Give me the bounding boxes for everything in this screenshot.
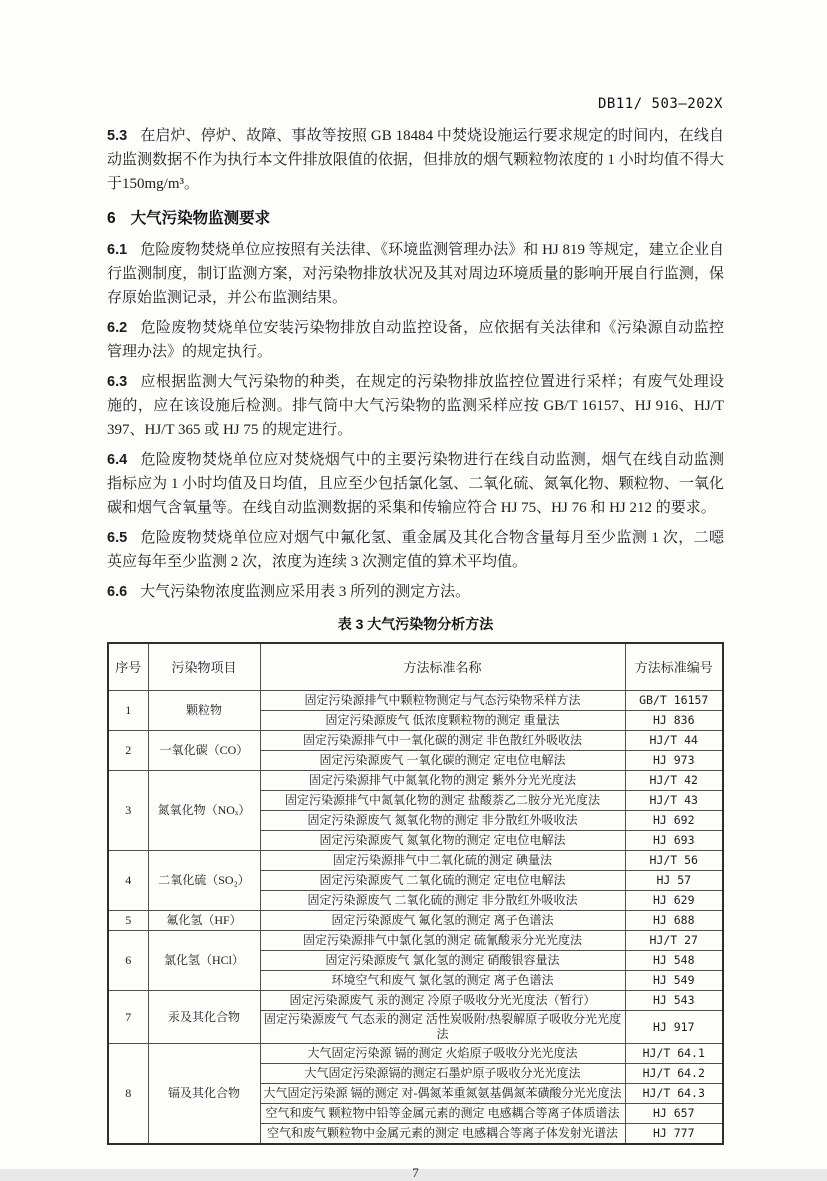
- table-row: [108, 691, 723, 711]
- method-code-cell: HJ 629: [625, 891, 723, 911]
- method-code-cell: HJ/T 64.2: [625, 1064, 723, 1084]
- method-name-cell: 大气固定污染源镉的测定石墨炉原子吸收分光光度法: [260, 1064, 625, 1084]
- clause-6-2: [107, 316, 724, 364]
- clause-number: 6.4: [107, 452, 128, 468]
- method-code-cell: HJ/T 42: [625, 771, 723, 791]
- document-content: [107, 124, 724, 1181]
- table-row: [108, 911, 723, 931]
- clause-number: 6.2: [107, 320, 128, 336]
- pollutant-cell: 汞及其化合物: [148, 991, 260, 1044]
- method-code-cell: HJ 57: [625, 871, 723, 891]
- clause-number: 6.5: [107, 530, 128, 546]
- method-code-cell: HJ/T 64.1: [625, 1044, 723, 1064]
- pollutant-analysis-methods-table: [107, 642, 724, 1145]
- table-row: [108, 991, 723, 1011]
- clause-text: 危险废物焚烧单位应对烟气中氟化氢、重金属及其化合物含量每月至少监测 1 次，二噁英应每年至少监测 2 次，浓度为连续 3 次测定值的算术平均值。: [107, 530, 724, 570]
- method-name-cell: 固定污染源排气中一氧化碳的测定 非色散红外吸收法: [260, 731, 625, 751]
- method-name-cell: 环境空气和废气 氯化氢的测定 离子色谱法: [260, 971, 625, 991]
- row-index-cell: 7: [108, 991, 148, 1044]
- clause-6-1: [107, 238, 724, 310]
- method-name-cell: 空气和废气颗粒物中金属元素的测定 电感耦合等离子体发射光谱法: [260, 1124, 625, 1145]
- table-row: [108, 731, 723, 751]
- clause-6-3: [107, 370, 724, 442]
- table-row: [108, 931, 723, 951]
- col-header-method-name: 方法标准名称: [260, 643, 625, 691]
- pollutant-cell: 氮氧化物（NOₓ）: [148, 771, 260, 851]
- pollutant-cell: 一氧化碳（CO）: [148, 731, 260, 771]
- row-index-cell: 3: [108, 771, 148, 851]
- row-index-cell: 5: [108, 911, 148, 931]
- pollutant-cell: 氟化氢（HF）: [148, 911, 260, 931]
- method-name-cell: 固定污染源废气 氯化氢的测定 硝酸银容量法: [260, 951, 625, 971]
- table-row: [108, 851, 723, 871]
- table-row: [108, 771, 723, 791]
- method-code-cell: HJ 657: [625, 1104, 723, 1124]
- clause-number: 5.3: [107, 128, 128, 144]
- method-name-cell: 固定污染源废气 气态汞的测定 活性炭吸附/热裂解原子吸收分光光度法: [260, 1011, 625, 1044]
- clause-text: 危险废物焚烧单位应对焚烧烟气中的主要污染物进行在线自动监测，烟气在线自动监测指标应为 1 小时均值及日均值，且应至少包括氯化氢、二氧化硫、氮氧化物、颗粒物、一氧化碳和烟气含氧量等。在线自动监测数据的采集和传输应符合 HJ 75、HJ 76 和 HJ 212 的要求。: [107, 452, 724, 516]
- clause-text: 大气污染物浓度监测应采用表 3 所列的测定方法。: [140, 584, 471, 600]
- clause-text: 危险废物焚烧单位应按照有关法律、《环境监测管理办法》和 HJ 819 等规定，建立企业自行监测制度，制订监测方案，对污染物排放状况及其对周边环境质量的影响开展自行监测，保存原始监测记录，并公布监测结果。: [107, 242, 724, 306]
- row-index-cell: 4: [108, 851, 148, 911]
- row-index-cell: 8: [108, 1044, 148, 1145]
- section-6-heading: [107, 206, 724, 228]
- method-code-cell: HJ/T 64.3: [625, 1084, 723, 1104]
- method-name-cell: 固定污染源废气 汞的测定 冷原子吸收分光光度法（暂行）: [260, 991, 625, 1011]
- method-code-cell: HJ 917: [625, 1011, 723, 1044]
- method-name-cell: 固定污染源废气 氮氧化物的测定 非分散红外吸收法: [260, 811, 625, 831]
- method-name-cell: 大气固定污染源 镉的测定 火焰原子吸收分光光度法: [260, 1044, 625, 1064]
- col-header-index: 序号: [108, 643, 148, 691]
- clause-text: 危险废物焚烧单位安装污染物排放自动监控设备，应依据有关法律和《污染源自动监控管理办法》的规定执行。: [107, 320, 724, 360]
- method-name-cell: 固定污染源排气中颗粒物测定与气态污染物采样方法: [260, 691, 625, 711]
- method-code-cell: HJ 692: [625, 811, 723, 831]
- clause-number: 6.1: [107, 242, 128, 258]
- method-code-cell: HJ 973: [625, 751, 723, 771]
- method-code-cell: HJ 543: [625, 991, 723, 1011]
- table-row: [108, 1044, 723, 1064]
- row-index-cell: 6: [108, 931, 148, 991]
- method-name-cell: 固定污染源废气 一氧化碳的测定 定电位电解法: [260, 751, 625, 771]
- method-code-cell: HJ/T 27: [625, 931, 723, 951]
- document-code: DB11/ 503—202X: [597, 96, 723, 112]
- method-name-cell: 大气固定污染源 镉的测定 对-偶氮苯重氮氨基偶氮苯磺酸分光光度法: [260, 1084, 625, 1104]
- pollutant-cell: 颗粒物: [148, 691, 260, 731]
- method-name-cell: 固定污染源排气中氮氧化物的测定 紫外分光光度法: [260, 771, 625, 791]
- method-code-cell: HJ 688: [625, 911, 723, 931]
- method-name-cell: 固定污染源废气 二氧化硫的测定 非分散红外吸收法: [260, 891, 625, 911]
- method-code-cell: HJ 836: [625, 711, 723, 731]
- method-name-cell: 固定污染源排气中二氧化硫的测定 碘量法: [260, 851, 625, 871]
- row-index-cell: 1: [108, 691, 148, 731]
- method-code-cell: HJ 777: [625, 1124, 723, 1145]
- clause-number: 6.3: [107, 374, 128, 390]
- method-code-cell: HJ 548: [625, 951, 723, 971]
- row-index-cell: 2: [108, 731, 148, 771]
- col-header-pollutant: 污染物项目: [148, 643, 260, 691]
- method-name-cell: 固定污染源废气 氮氧化物的测定 定电位电解法: [260, 831, 625, 851]
- section-number: 6: [107, 210, 116, 227]
- col-header-method-code: 方法标准编号: [625, 643, 723, 691]
- clause-6-4: [107, 448, 724, 520]
- method-name-cell: 固定污染源排气中氯化氢的测定 硫氰酸汞分光光度法: [260, 931, 625, 951]
- method-code-cell: HJ/T 44: [625, 731, 723, 751]
- method-name-cell: 固定污染源排气中氮氧化物的测定 盐酸萘乙二胺分光光度法: [260, 791, 625, 811]
- method-code-cell: HJ 693: [625, 831, 723, 851]
- method-name-cell: 空气和废气 颗粒物中铅等金属元素的测定 电感耦合等离子体质谱法: [260, 1104, 625, 1124]
- method-code-cell: HJ 549: [625, 971, 723, 991]
- pollutant-cell: 氯化氢（HCl）: [148, 931, 260, 991]
- table-header-row: [108, 643, 723, 691]
- method-name-cell: 固定污染源废气 低浓度颗粒物的测定 重量法: [260, 711, 625, 731]
- table-3-title: 表 3 大气污染物分析方法: [337, 616, 494, 632]
- method-code-cell: HJ/T 43: [625, 791, 723, 811]
- clause-text: 应根据监测大气污染物的种类，在规定的污染物排放监控位置进行采样；有废气处理设施的，应在该设施后检测。排气筒中大气污染物的监测采样应按 GB/T 16157、HJ 916、HJ/T 397、HJ/T 365 或 HJ 75 的规定进行。: [107, 374, 724, 438]
- clause-6-5: [107, 526, 724, 574]
- method-name-cell: 固定污染源废气 氟化氢的测定 离子色谱法: [260, 911, 625, 931]
- clause-text: 在启炉、停炉、故障、事故等按照 GB 18484 中焚烧设施运行要求规定的时间内，在线自动监测数据不作为执行本文件排放限值的依据，但排放的烟气颗粒物浓度的 1 小时均值不得大于150mg/m³。: [107, 128, 724, 192]
- pollutant-cell: 二氧化硫（SO₂）: [148, 851, 260, 911]
- method-name-cell: 固定污染源废气 二氧化硫的测定 定电位电解法: [260, 871, 625, 891]
- clause-5-3: [107, 124, 724, 196]
- section-title: 大气污染物监测要求: [130, 210, 271, 227]
- clause-number: 6.6: [107, 584, 128, 600]
- method-code-cell: HJ/T 56: [625, 851, 723, 871]
- page-number: 7: [412, 1165, 419, 1180]
- clause-6-6: [107, 580, 724, 604]
- pollutant-cell: 镉及其化合物: [148, 1044, 260, 1145]
- method-code-cell: GB/T 16157: [625, 691, 723, 711]
